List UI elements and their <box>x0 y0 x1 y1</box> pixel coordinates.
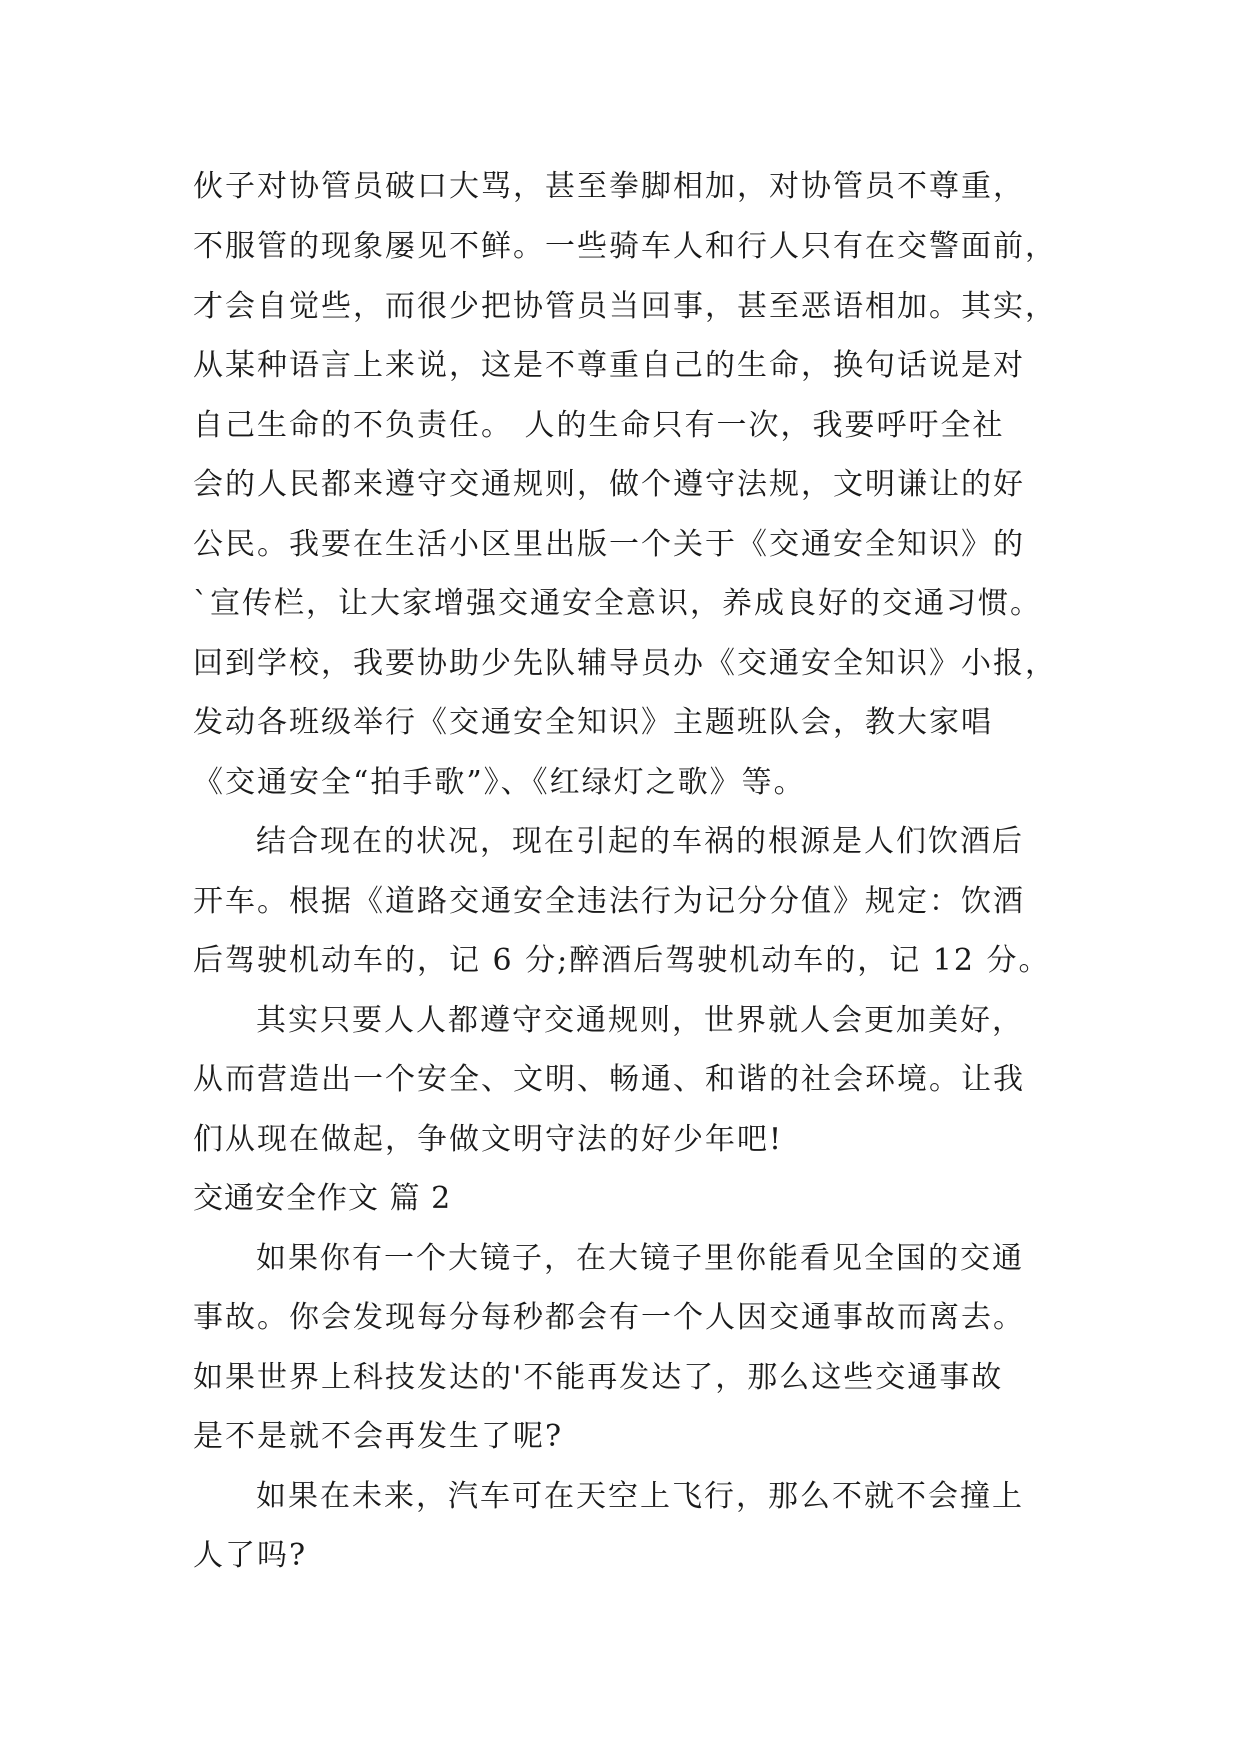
text-line: 自己生命的不负责任。 人的生命只有一次，我要呼吁全社 <box>193 408 1005 443</box>
text-line: 如果世界上科技发达的'不能再发达了，那么这些交通事故 <box>193 1360 1004 1395</box>
text-line: 发动各班级举行《交通安全知识》主题班队会，教大家唱 <box>193 705 993 740</box>
text-line: 《交通安全“拍手歌”》、《红绿灯之歌》等。 <box>193 765 806 800</box>
paragraph-start-line: 结合现在的状况，现在引起的车祸的根源是人们饮酒后 <box>256 824 1024 859</box>
text-line: 会的人民都来遵守交通规则，做个遵守法规，文明谦让的好 <box>193 467 1025 502</box>
text-line: 是不是就不会再发生了呢? <box>193 1419 564 1454</box>
text-line: 事故。你会发现每分每秒都会有一个人因交通事故而离去。 <box>193 1300 1025 1335</box>
paragraph-start-line: 其实只要人人都遵守交通规则，世界就人会更加美好， <box>256 1003 1024 1038</box>
text-line: 回到学校，我要协助少先队辅导员办《交通安全知识》小报， <box>193 646 1057 681</box>
text-line: 开车。根据《道路交通安全违法行为记分分值》规定：饮酒 <box>193 884 1025 919</box>
paragraph-start-line: 如果你有一个大镜子，在大镜子里你能看见全国的交通 <box>256 1241 1024 1276</box>
text-line: 们从现在做起，争做文明守法的好少年吧! <box>193 1122 784 1157</box>
text-line: 才会自觉些，而很少把协管员当回事，甚至恶语相加。其实， <box>193 289 1057 324</box>
text-line: 不服管的现象屡见不鲜。一些骑车人和行人只有在交警面前， <box>193 229 1057 264</box>
text-line: 伙子对协管员破口大骂，甚至拳脚相加，对协管员不尊重， <box>193 169 1025 204</box>
text-line: 公民。我要在生活小区里出版一个关于《交通安全知识》的 <box>193 527 1025 562</box>
text-line: `宣传栏，让大家增强交通安全意识，养成良好的交通习惯。 <box>193 586 1042 621</box>
text-line: 后驾驶机动车的，记 6 分;醉酒后驾驶机动车的，记 12 分。 <box>193 943 1051 978</box>
section-heading: 交通安全作文 篇 2 <box>193 1181 452 1216</box>
text-line: 从而营造出一个安全、文明、畅通、和谐的社会环境。让我 <box>193 1062 1025 1097</box>
text-line: 人了吗? <box>193 1538 308 1573</box>
paragraph-start-line: 如果在未来，汽车可在天空上飞行，那么不就不会撞上 <box>256 1479 1024 1514</box>
text-line: 从某种语言上来说，这是不尊重自己的生命，换句话说是对 <box>193 348 1025 383</box>
